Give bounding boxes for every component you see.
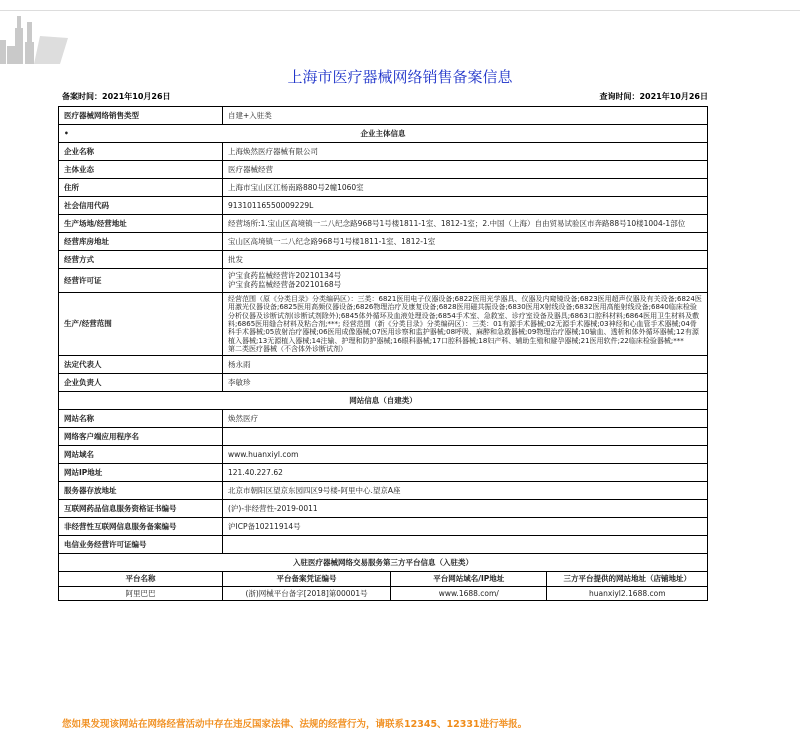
row-label: 主体业态 (59, 161, 223, 179)
table-row (59, 107, 708, 125)
table-row (59, 518, 708, 536)
row-value: 沪ICP备10211914号 (223, 518, 708, 536)
table-row (59, 233, 708, 251)
row-value (223, 536, 708, 554)
row-label: 医疗器械网络销售类型 (59, 107, 223, 125)
shop-address: huanxiyl2.1688.com (547, 586, 708, 600)
column-header: 平台备案凭证编号 (223, 572, 391, 586)
page-title: 上海市医疗器械网络销售备案信息 (287, 68, 513, 86)
column-header: 三方平台提供的网站地址（店铺地址） (547, 572, 708, 586)
row-label: 服务器存放地址 (59, 482, 223, 500)
table-row (59, 292, 708, 356)
query-time: 查询时间：2021年10月26日 (599, 92, 708, 101)
row-value: 医疗器械经营 (223, 161, 708, 179)
section-title: 入驻医疗器械网络交易服务第三方平台信息（入驻类） (59, 554, 708, 572)
row-value: 91310116550009229L (223, 197, 708, 215)
row-value (223, 428, 708, 446)
row-label: 经营方式 (59, 251, 223, 269)
platform-name: 阿里巴巴 (59, 586, 223, 600)
row-value: 北京市朝阳区望京东园四区9号楼-阿里中心.望京A座 (223, 482, 708, 500)
website-domain: www.huanxiyl.com (223, 446, 708, 464)
table-row (59, 464, 708, 482)
row-label: 生产/经营范围 (59, 292, 223, 356)
row-label: 网站IP地址 (59, 464, 223, 482)
row-value: 批发 (223, 251, 708, 269)
row-value: 沪宝食药监械经营许20210134号 沪宝食药监械经营备20210168号 (223, 269, 708, 293)
table-row (59, 446, 708, 464)
row-value: 121.40.227.62 (223, 464, 708, 482)
section-header (59, 554, 708, 572)
table-row (59, 143, 708, 161)
table-row (59, 161, 708, 179)
section-header (59, 125, 708, 143)
row-label: 非经营性互联网信息服务备案编号 (59, 518, 223, 536)
platform-header-row (59, 572, 708, 586)
skyline-logo (0, 12, 110, 64)
table-row (59, 179, 708, 197)
platform-row (59, 586, 708, 600)
section-title: 网站信息（自建类） (59, 392, 708, 410)
column-header: 平台名称 (59, 572, 223, 586)
row-label: 网络客户端应用程序名 (59, 428, 223, 446)
filing-time: 备案时间：2021年10月26日 (62, 92, 171, 101)
row-value: 李敏珍 (223, 374, 708, 392)
row-label: 法定代表人 (59, 356, 223, 374)
row-value: 经营范围（原《分类目录》分类编码区）：三类：6821医用电子仪器设备;6822医用光学器具、仪器及内窥镜设备;6823医用超声仪器及有关设备;6824医用激光仪器设备;6825医用高频仪器设备;6826物理治疗及康复设备;6828医用磁共振设备;6830医用X射线设备;6832医用高能射线设备;6840临床检验分析仪器及诊断试剂(诊断试剂除外);6845体外循环及血液处理设备;6854手术室、急救室、诊疗室设备及器具;6863口腔科材料;6864医用卫生材料及敷料;6865医用缝合材料及粘合剂;***; 经营范围（新《分类目录》分类编码区）：三类：01有源手术器械;02无源手术器械;03神经和心血管手术器械;04骨科手术器械;05放射治疗器械;06医用成像器械;07医用诊察和监护器械;08呼吸、麻醉和急救器械;09物理治疗器械;10输血、透析和体外循环器械;12有源植入器械;13无源植入器械;14注输、护理和防护器械;16眼科器械;17口腔科器械;18妇产科、辅助生殖和避孕器械;21医用软件;22临床检验器械;*** 第二类医疗器械（不含体外诊断试剂） (223, 292, 708, 356)
table-row (59, 410, 708, 428)
section-title: 企业主体信息 (360, 128, 406, 138)
row-value: 焕然医疗 (223, 410, 708, 428)
table-row (59, 374, 708, 392)
row-label: 住所 (59, 179, 223, 197)
table-row (59, 269, 708, 293)
row-value: 上海焕然医疗器械有限公司 (223, 143, 708, 161)
row-label: 生产场地/经营地址 (59, 215, 223, 233)
row-label: 经营许可证 (59, 269, 223, 293)
row-value: 经营场所:1.宝山区高境镇一二八纪念路968号1号楼1811-1室、1812-1室；2.中国（上海）自由贸易试验区市奔路88号10楼1004-1部位 (223, 215, 708, 233)
row-label: 企业名称 (59, 143, 223, 161)
platform-domain: www.1688.com/ (391, 586, 547, 600)
table-row (59, 197, 708, 215)
row-label: 互联网药品信息服务资格证书编号 (59, 500, 223, 518)
row-value: 杨永雨 (223, 356, 708, 374)
row-label: 经营库房地址 (59, 233, 223, 251)
row-value: 宝山区高境镇一二八纪念路968号1号楼1811-1室、1812-1室 (223, 233, 708, 251)
table-row (59, 482, 708, 500)
table-row (59, 428, 708, 446)
table-row (59, 536, 708, 554)
platform-record-number: (浙)网械平台备字[2018]第00001号 (223, 586, 391, 600)
table-row (59, 356, 708, 374)
report-warning: 您如果发现该网站在网络经营活动中存在违反国家法律、法规的经营行为，请联系12345、12331进行举报。 (62, 719, 528, 730)
row-label: 社会信用代码 (59, 197, 223, 215)
row-value: 上海市宝山区江杨南路880号2幢1060室 (223, 179, 708, 197)
row-label: 网站域名 (59, 446, 223, 464)
top-divider (0, 10, 800, 11)
table-row (59, 500, 708, 518)
section-header (59, 392, 708, 410)
record-table (58, 106, 708, 601)
table-row (59, 215, 708, 233)
row-label: 电信业务经营许可证编号 (59, 536, 223, 554)
row-label: 企业负责人 (59, 374, 223, 392)
row-value: (沪)-非经营性-2019-0011 (223, 500, 708, 518)
row-value: 自建+入驻类 (223, 107, 708, 125)
column-header: 平台网站域名/IP地址 (391, 572, 547, 586)
bullet: • (64, 128, 69, 138)
table-row (59, 251, 708, 269)
row-label: 网站名称 (59, 410, 223, 428)
